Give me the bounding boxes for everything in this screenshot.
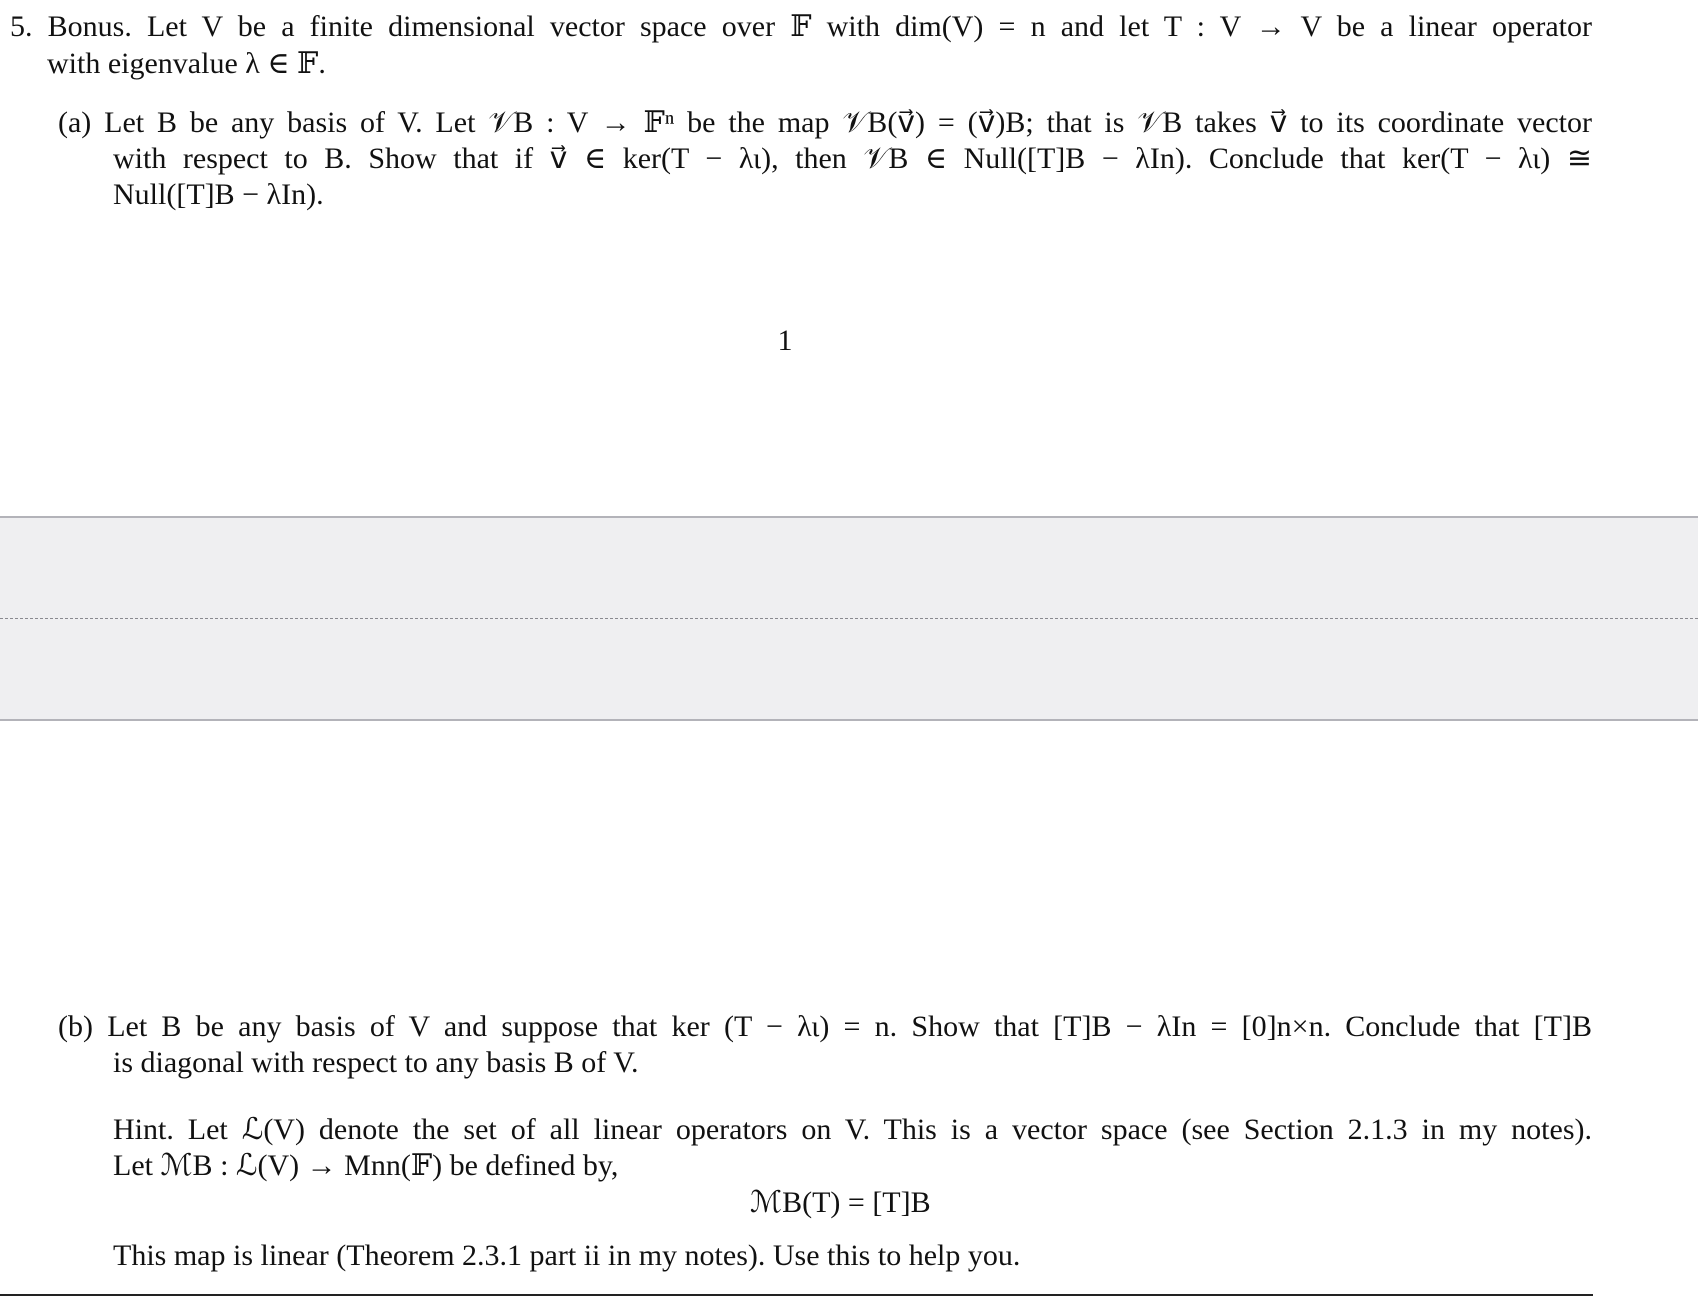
part-a-line-3: Null([T]B − λIn). bbox=[113, 178, 324, 211]
part-a-line-2: with respect to B. Show that if v⃗ ∈ ker(T − λι), then 𝒱B ∈ Null([T]B − λIn). Conclude that ker(T − λι) ≅ bbox=[113, 142, 1592, 175]
part-b-line-1: (b) Let B be any basis of V and suppose that ker (T − λι) = n. Show that [T]B − λIn = [0]n×n. Conclude that [T]B bbox=[58, 1010, 1592, 1043]
bottom-rule bbox=[0, 1294, 1593, 1296]
problem-intro-line-1: 5. Bonus. Let V be a finite dimensional vector space over 𝔽 with dim(V) = n and let T : V → V be a linear operator bbox=[10, 10, 1592, 43]
part-b-line-2: is diagonal with respect to any basis B of V. bbox=[113, 1046, 639, 1079]
page-break-dashed-line bbox=[0, 618, 1698, 619]
part-a-line-1: (a) Let B be any basis of V. Let 𝒱B : V → 𝔽ⁿ be the map 𝒱B(v⃗) = (v⃗)B; that is 𝒱B takes v⃗ to its coordinate vector bbox=[58, 106, 1592, 139]
problem-intro-line-2: with eigenvalue λ ∈ 𝔽. bbox=[47, 47, 326, 80]
hint-formula: ℳB(T) = [T]B bbox=[750, 1186, 931, 1219]
hint-line-1: Hint. Let ℒ(V) denote the set of all linear operators on V. This is a vector space (see Section 2.1.3 in my notes). bbox=[113, 1113, 1592, 1146]
page-number: 1 bbox=[777, 324, 793, 357]
hint-line-3: This map is linear (Theorem 2.3.1 part ii in my notes). Use this to help you. bbox=[113, 1239, 1021, 1272]
hint-line-2: Let ℳB : ℒ(V) → Mnn(𝔽) be defined by, bbox=[113, 1149, 619, 1182]
